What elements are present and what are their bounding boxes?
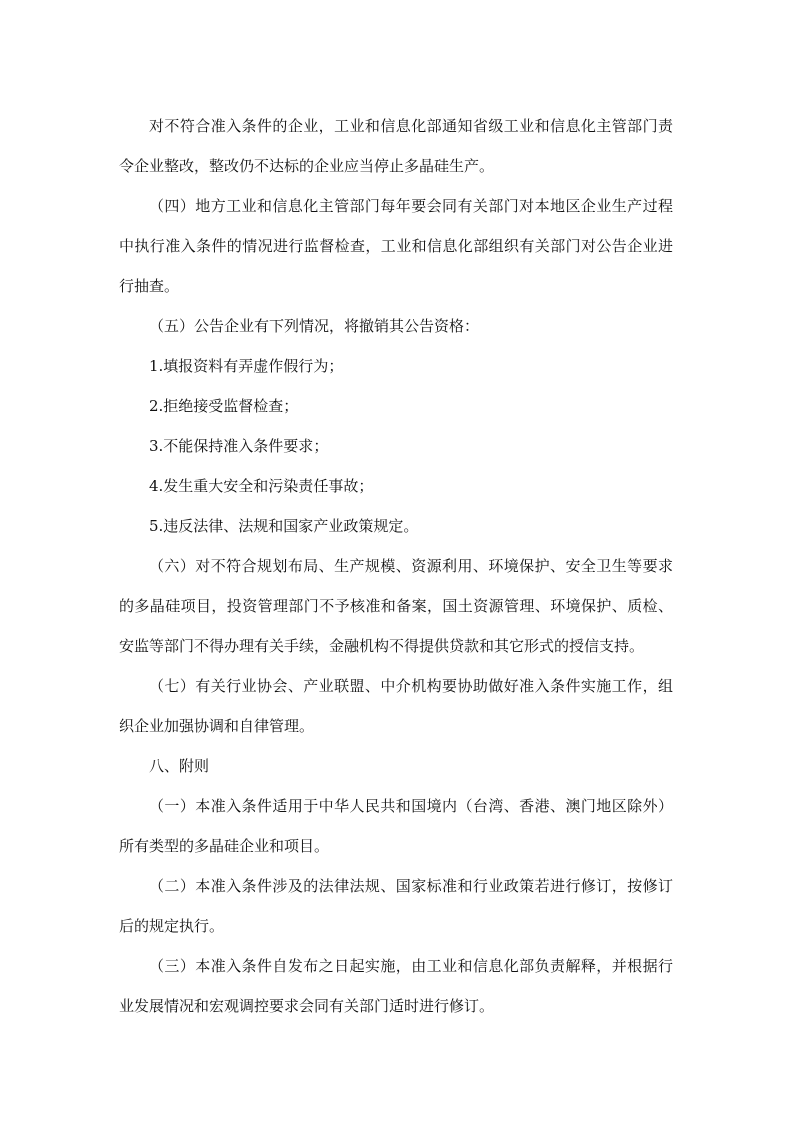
list-item-falsified-data: 1.填报资料有弄虚作假行为； — [149, 357, 344, 375]
paragraph-revocation-conditions: （五）公告企业有下列情况，将撤销其公告资格： — [149, 317, 480, 335]
paragraph-supervision-inspection: （四）地方工业和信息化主管部门每年要会同有关部门对本地区企业生产过程中执行准入条件的情况进行监督检查，工业和信息化部组织有关部门对公告企业进行抽查。 — [119, 197, 673, 295]
paragraph-noncompliant-rectification: 对不符合准入条件的企业，工业和信息化部通知省级工业和信息化主管部门责令企业整改，整改仍不达标的企业应当停止多晶硅生产。 — [119, 117, 673, 175]
paragraph-effective-date: （三）本准入条件自发布之日起实施，由工业和信息化部负责解释，并根据行业发展情况和宏观调控要求会同有关部门适时进行修订。 — [119, 957, 673, 1015]
document-body — [119, 106, 673, 1026]
paragraph-scope: （一）本准入条件适用于中华人民共和国境内（台湾、香港、澳门地区除外）所有类型的多晶硅企业和项目。 — [119, 797, 673, 855]
paragraph-project-approval: （六）对不符合规划布局、生产规模、资源利用、环境保护、安全卫生等要求的多晶硅项目，投资管理部门不予核准和备案，国土资源管理、环境保护、质检、安监等部门不得办理有关手续，金融机构不得提供贷款和其它形式的授信支持。 — [119, 557, 673, 655]
list-item-violate-law: 5.违反法律、法规和国家产业政策规定。 — [149, 517, 419, 535]
paragraph-revision: （二）本准入条件涉及的法律法规、国家标准和行业政策若进行修订，按修订后的规定执行。 — [119, 877, 673, 935]
list-item-refuse-inspection: 2.拒绝接受监督检查； — [149, 397, 299, 415]
section-heading-appendix: 八、附则 — [149, 757, 210, 775]
list-item-fail-requirements: 3.不能保持准入条件要求； — [149, 437, 329, 455]
paragraph-industry-associations: （七）有关行业协会、产业联盟、中介机构要协助做好准入条件实施工作，组织企业加强协调和自律管理。 — [119, 677, 673, 735]
list-item-major-accident: 4.发生重大安全和污染责任事故； — [149, 477, 374, 495]
